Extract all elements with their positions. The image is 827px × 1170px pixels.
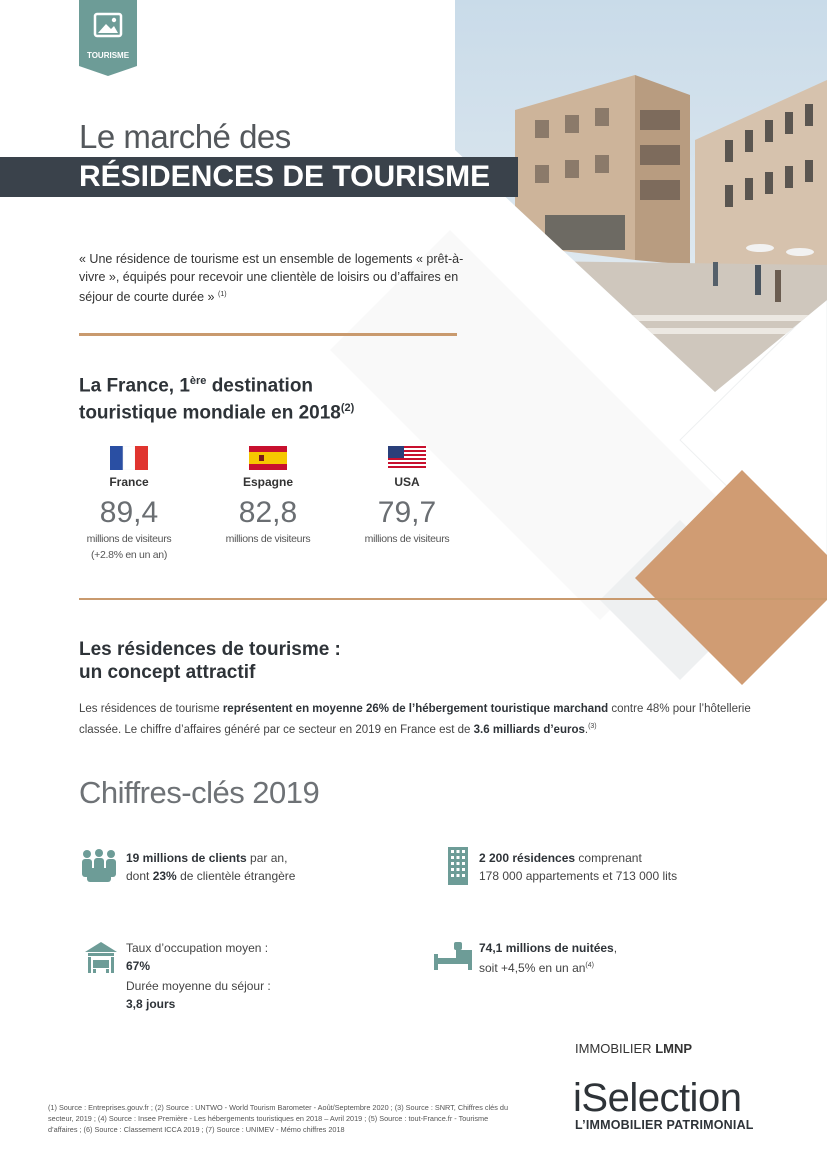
visitors-note-france: (+2.8% en un an) [90, 549, 168, 561]
brand-top-b: LMNP [655, 1041, 693, 1056]
residences-rest: comprenant [575, 851, 642, 865]
stay-figure [126, 977, 426, 1013]
s2-title-line2: un concept attractif [79, 662, 256, 683]
tourisme-tag [79, 0, 137, 76]
clients-line2a: dont [126, 869, 153, 883]
keyfigures-title: Chiffres-clés 2019 [79, 775, 320, 810]
brand-logo: iSelection [573, 1076, 742, 1120]
nights-ref: (4) [585, 962, 594, 969]
clients-figure [126, 849, 426, 885]
people-icon [79, 848, 119, 884]
hotel-icon [84, 940, 118, 974]
section-divider [79, 333, 457, 336]
brand-tagline [575, 1041, 692, 1056]
occupation-figure [126, 939, 426, 975]
concept-paragraph [79, 701, 769, 739]
visitors-unit-france: millions de visiteurs [86, 533, 172, 545]
definition-quote [79, 250, 469, 306]
visitors-unit-usa: millions de visiteurs [364, 533, 450, 545]
usa-flag-icon [388, 446, 426, 470]
clients-bold: 19 millions de clients [126, 851, 247, 865]
occupation-value: 67% [126, 959, 151, 973]
clients-rest: par an, [246, 851, 288, 865]
bed-icon [434, 940, 472, 970]
occupation-label: Taux d’occupation moyen : [126, 941, 269, 955]
visitors-value-spain: 82,8 [238, 496, 298, 529]
sources-footnote: (1) Source : Entreprises.gouv.fr ; (2) Source : UNTWO - World Tourism Barometer - Août/Septembre 2020 ; (3) Source : SNRT, Chiffres clés du secteur, 2019 ; (4) Source : Insee Première - Les hébergements touristiques en 2018 – Avril 2019 ; (5) Source : tout-France.fr - Tourisme d’affaires ; (6) Source : Classement ICCA 2019 ; (7) Source : UNIMEV - Mémo chiffres 2018 [48, 1103, 509, 1134]
stay-value: 3,8 jours [126, 997, 176, 1011]
section-title-france [79, 370, 459, 425]
stay-label: Durée moyenne du séjour : [126, 979, 271, 993]
residences-line2: 178 000 appartements et 713 000 lits [479, 869, 678, 883]
quote-ref: (1) [218, 291, 227, 298]
p-b: représentent en moyenne 26% de l’hébergement touristique marchand [222, 703, 609, 715]
country-name-spain: Espagne [242, 475, 293, 489]
residences-bold: 2 200 résidences [479, 851, 576, 865]
country-name-usa: USA [394, 475, 420, 489]
s2-title-line1: Les résidences de tourisme : [79, 639, 341, 660]
section-divider [79, 598, 827, 600]
nights-figure [479, 939, 779, 977]
tag-label: TOURISME [86, 51, 130, 60]
page-title-line2: RÉSIDENCES DE TOURISME [79, 160, 491, 193]
s1-title-sup: ère [189, 375, 207, 387]
p-c: contre 48% pour l’hôtellerie classée. Le chiffre d’affaires généré par ce secteur en 2019 en France est de [79, 703, 751, 736]
nights-rest: , [613, 941, 618, 955]
brand-subtitle: L’IMMOBILIER PATRIMONIAL [575, 1118, 754, 1132]
s1-title-c: touristique mondiale en 2018 [79, 402, 341, 424]
france-flag-icon [110, 446, 148, 470]
spain-flag-icon [249, 446, 287, 470]
visitors-value-usa: 79,7 [377, 496, 437, 529]
s1-title-ref: (2) [340, 402, 355, 415]
nights-line2: soit +4,5% en un an [479, 961, 586, 975]
p-ref: (3) [588, 723, 597, 730]
p-a: Les résidences de tourisme [79, 703, 223, 715]
section-title-concept [79, 638, 479, 684]
visitors-value-france: 89,4 [99, 496, 159, 529]
country-name-france: France [109, 475, 149, 489]
clients-line2b: 23% [152, 869, 177, 883]
visitors-unit-spain: millions de visiteurs [225, 533, 311, 545]
clients-line2c: de clientèle étrangère [176, 869, 296, 883]
brand-top-a: IMMOBILIER [575, 1041, 656, 1056]
building-icon [448, 847, 468, 885]
nights-bold: 74,1 millions de nuitées [479, 941, 614, 955]
p-d: 3.6 milliards d’euros [473, 723, 585, 736]
s1-title-a: La France, 1 [79, 375, 190, 397]
residences-figure [479, 849, 779, 885]
page-title-line1: Le marché des [79, 118, 291, 155]
s1-title-b: destination [206, 375, 314, 397]
quote-text: « Une résidence de tourisme est un ensemble de logements « prêt-à-vivre », équipés pour recevoir une clientèle de loisirs ou d’affaires en séjour de courte durée » [79, 252, 464, 305]
p-e: . [584, 723, 589, 736]
